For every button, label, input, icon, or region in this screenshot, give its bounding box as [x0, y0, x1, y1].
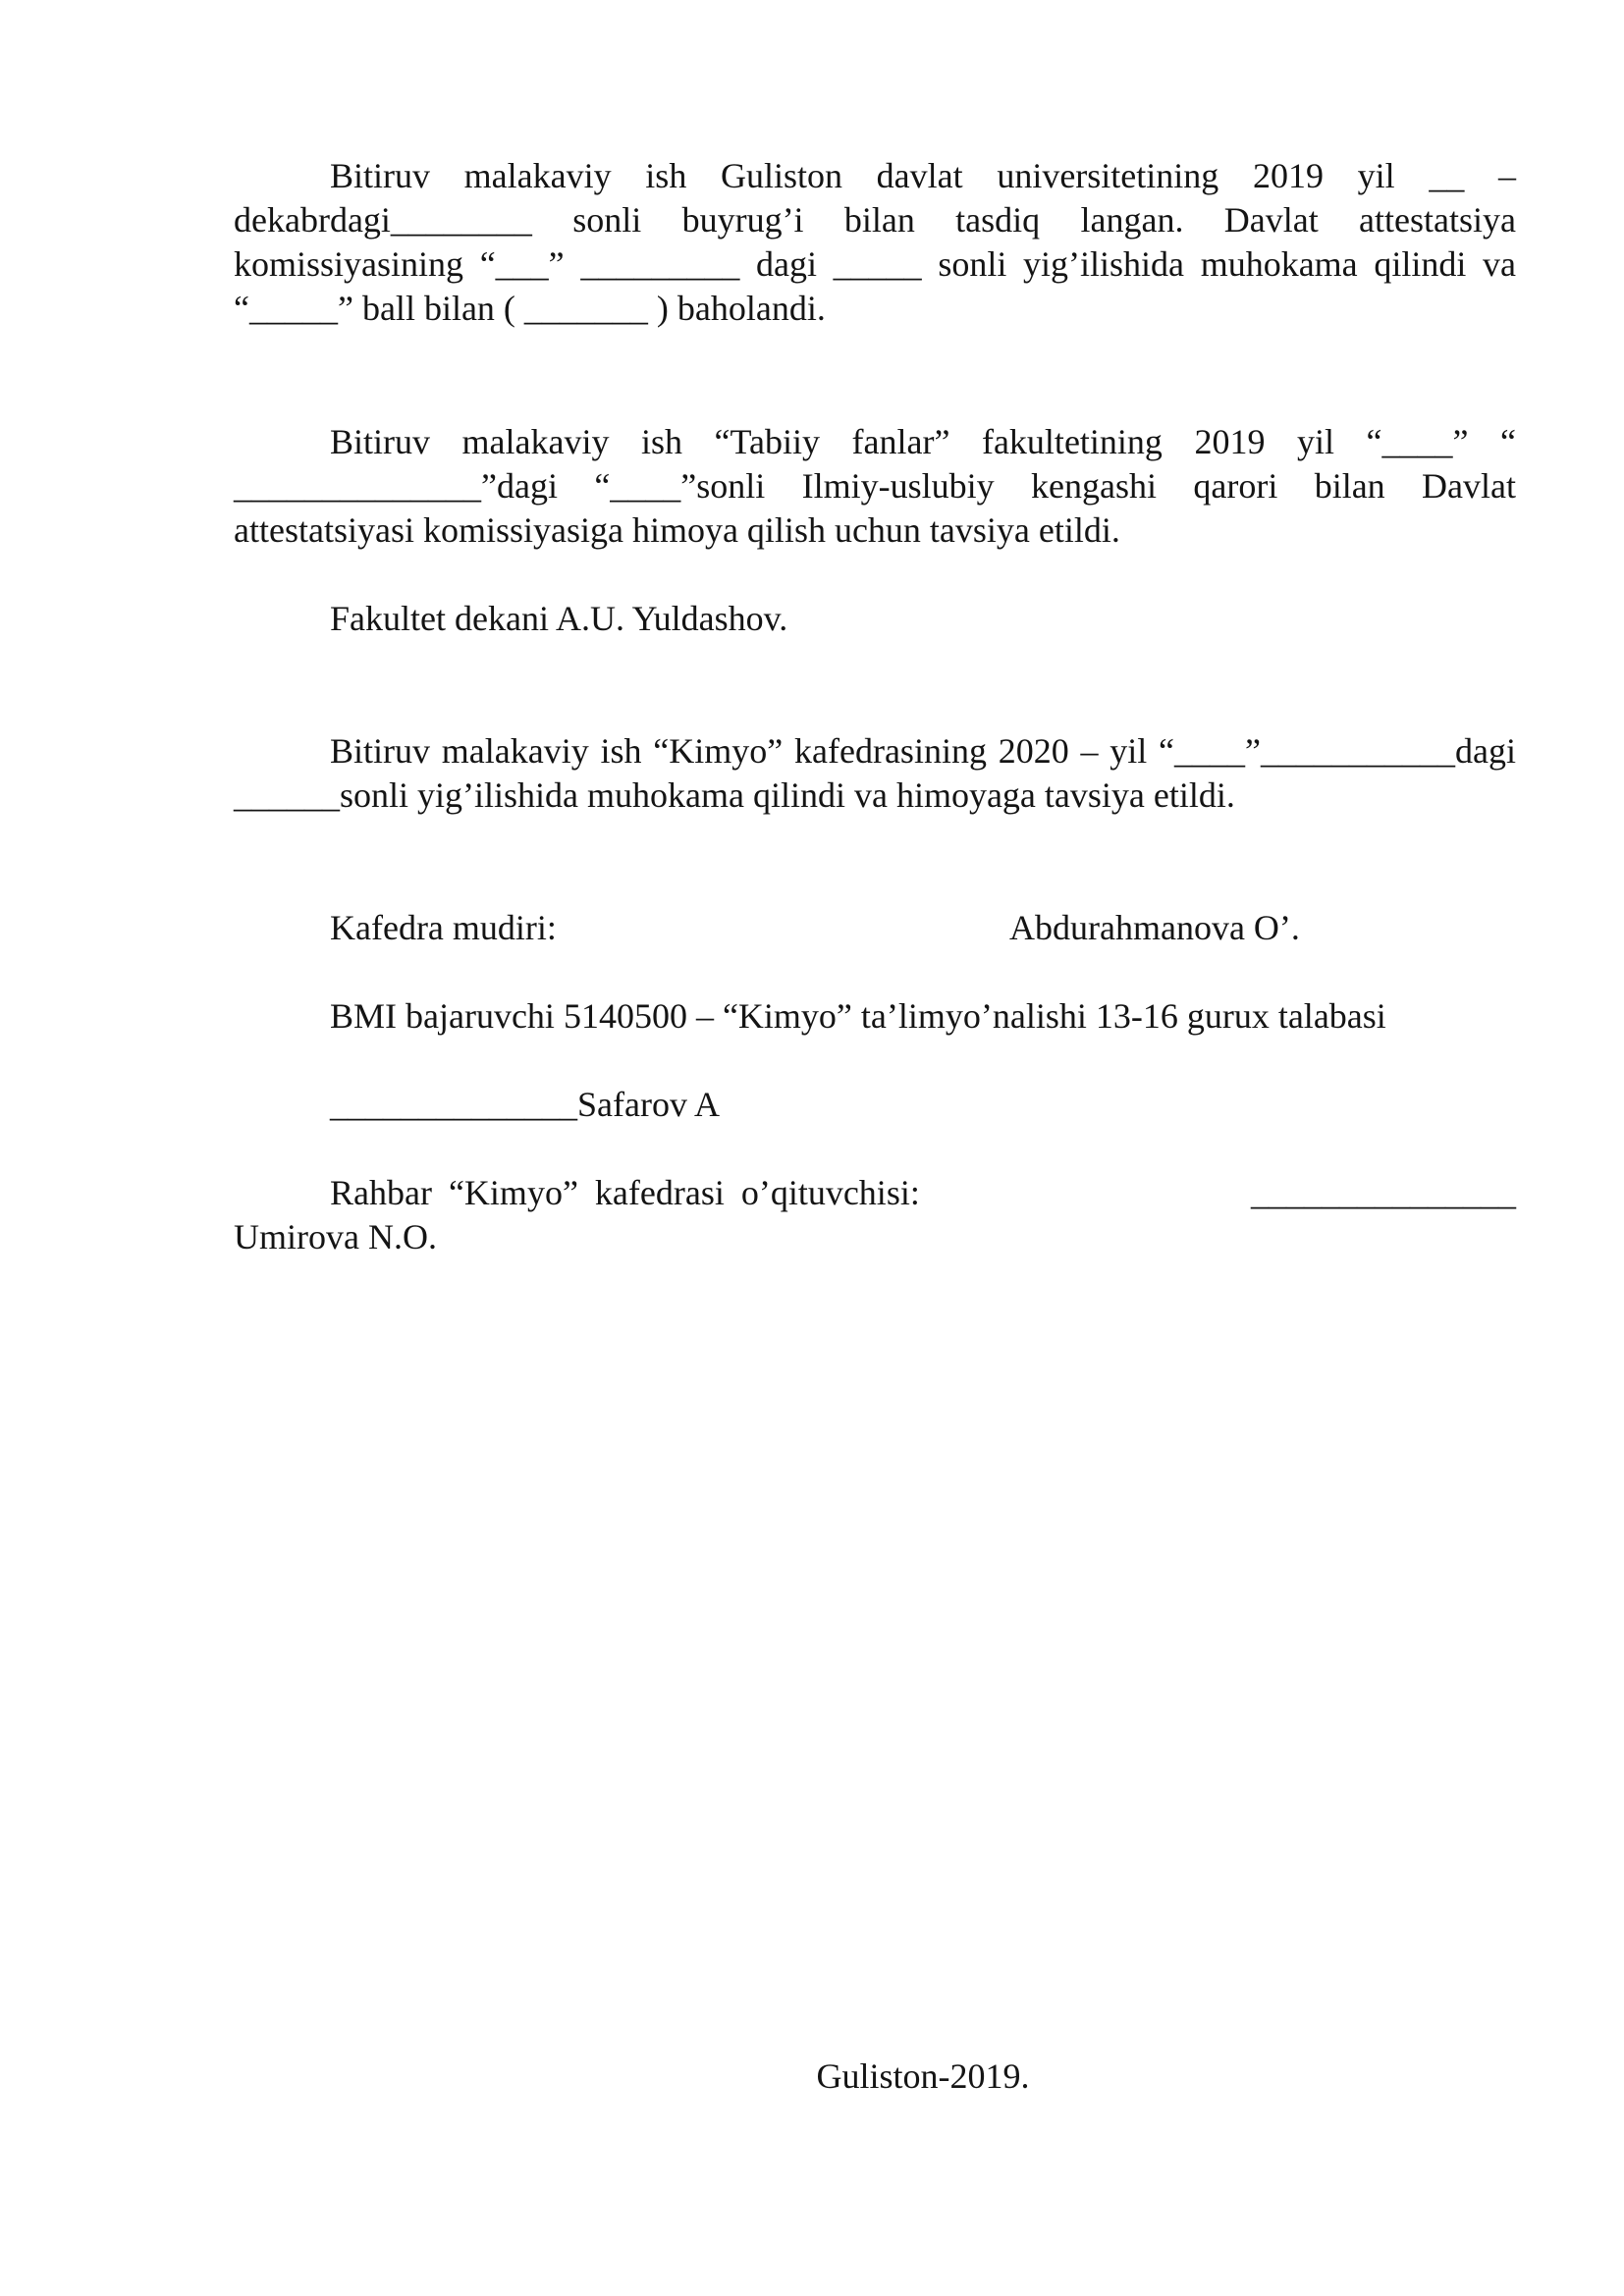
faculty-section — [234, 420, 1516, 553]
dean-section — [234, 597, 1516, 641]
head-of-department-name: Abdurahmanova O’. — [1009, 908, 1300, 947]
kafedra-paragraph: Bitiruv malakaviy ish “Kimyo” kafedrasining 2020 – yil “____”___________dagi ______sonli yig’ilishida muhokama qilindi va himoyaga tavsiya etildi. — [234, 731, 1516, 815]
bmi-line: BMI bajaruvchi 5140500 – “Kimyo” ta’limyo’nalishi 13-16 gurux talabasi — [330, 996, 1386, 1036]
student-info-section — [234, 994, 1516, 1039]
kafedra-section — [234, 729, 1516, 818]
head-of-department-section — [234, 906, 1516, 950]
city-year: Guliston-2019. — [816, 2056, 1030, 2096]
supervisor-label: Rahbar “Kimyo” kafedrasi o’qituvchisi: — [330, 1173, 920, 1212]
supervisor-row — [234, 1171, 1516, 1215]
supervisor-section — [234, 1171, 1516, 1259]
dean-line: Fakultet dekani A.U. Yuldashov. — [330, 599, 788, 638]
faculty-recommendation-paragraph: Bitiruv malakaviy ish “Tabiiy fanlar” fakultetining 2019 yil “____” “ ______________”dagi “____”sonli Ilmiy-uslubiy kengashi qarori bilan Davlat attestatsiyasi komissiyasiga himoya qilish uchun tavsiya etildi. — [234, 422, 1516, 550]
city-year-footer — [0, 2055, 1624, 2099]
student-signature-section — [234, 1083, 1516, 1127]
supervisor-signature-blank: _______________ — [1251, 1173, 1516, 1212]
student-signature-line: ______________Safarov A — [330, 1085, 720, 1124]
head-of-department-label: Kafedra mudiri: — [330, 908, 557, 947]
supervisor-name: Umirova N.O. — [234, 1217, 437, 1256]
approval-paragraph: Bitiruv malakaviy ish Guliston davlat universitetining 2019 yil __ – dekabrdagi________ sonli buyrug’i bilan tasdiq langan. Davlat attestatsiya komissiyasining “___” _________ dagi _____ sonli yig’ilishida muhokama qilindi va “_____” ball bilan ( _______ ) baholandi. — [234, 156, 1516, 328]
approval-section — [234, 154, 1516, 331]
